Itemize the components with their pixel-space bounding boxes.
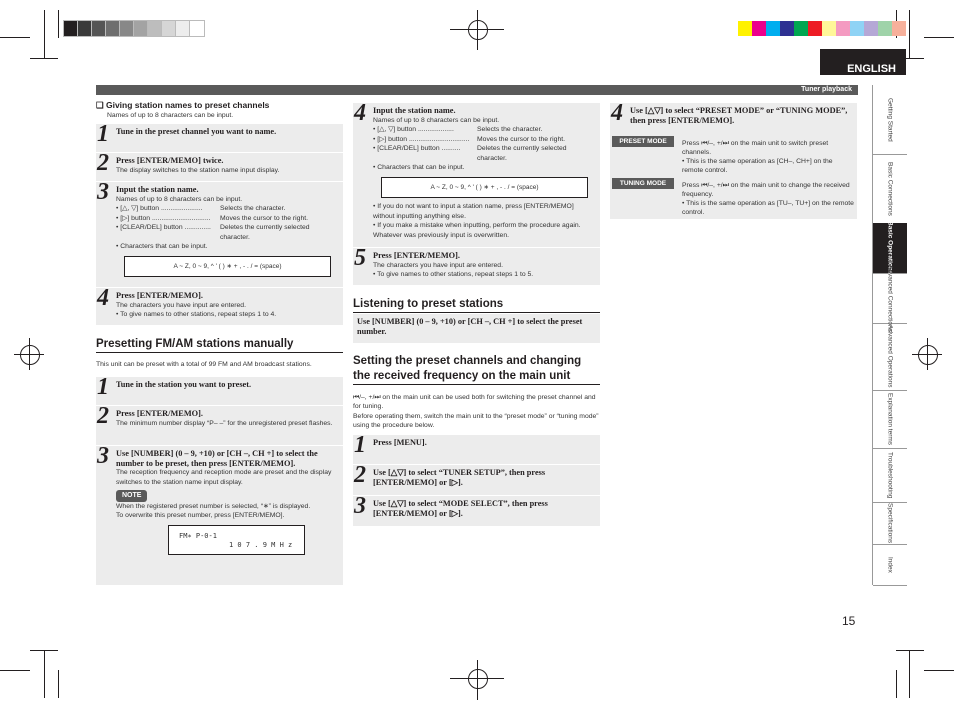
mode-step-2: 2 Use [△▽] to select “TUNER SETUP”, then press [ENTER/MEMO] or [▷]. <box>353 465 600 496</box>
gray-swatch <box>120 21 134 36</box>
character-box: A ~ Z, 0 ~ 9, ^ ' ( ) ∗ + , - . / = (space) <box>381 177 588 199</box>
step-2: 2 Press [ENTER/MEMO] twice. The display switches to the station name input display. <box>96 153 343 182</box>
listening-step: Use [NUMBER] (0 – 9, +10) or [CH –, CH +] to select the preset number. <box>353 314 600 344</box>
color-swatch <box>738 21 752 36</box>
heading-presetting: Presetting FM/AM stations manually <box>96 337 343 353</box>
preset-mode-label: PRESET MODE <box>612 136 674 147</box>
tab-explanation-terms[interactable]: Explanation terms <box>873 390 907 449</box>
tab-specifications[interactable]: Specifications <box>873 502 907 545</box>
gray-swatch <box>190 21 204 36</box>
gray-swatch <box>162 21 176 36</box>
color-swatch <box>808 21 822 36</box>
tuning-mode-label: TUNING MODE <box>612 178 674 189</box>
registration-mark <box>468 20 488 40</box>
tab-advanced-operations[interactable]: Advanced Operations <box>873 323 907 391</box>
step-4: 4 Press [ENTER/MEMO]. The characters you have input are entered. • To give names to other stations, repeat steps 1 to 4. <box>96 288 343 326</box>
registration-mark <box>20 345 40 365</box>
presetting-intro: This unit can be preset with a total of 99 FM and AM broadcast stations. <box>96 361 312 368</box>
color-swatch <box>864 21 878 36</box>
preset-step-1: 1 Tune in the station you want to preset. <box>96 377 343 406</box>
color-swatch <box>892 21 906 36</box>
registration-mark <box>918 345 938 365</box>
preset-step-2: 2 Press [ENTER/MEMO]. The minimum number display “P– –” for the unregistered preset flashes. <box>96 406 343 446</box>
tab-advanced-connections[interactable]: Advanced Connections <box>873 273 907 324</box>
color-swatch <box>850 21 864 36</box>
mode-step-3: 3 Use [△▽] to select “MODE SELECT”, then press [ENTER/MEMO] or [▷]. <box>353 496 600 527</box>
tab-index[interactable]: Index <box>873 544 907 586</box>
preset-mode-text: Press ⏮/–, +/⏭ on the main unit to switch preset channels. • This is the same operation as [CH–, CH+] on the remote control. <box>682 140 833 174</box>
side-tabs <box>872 85 907 585</box>
color-swatch <box>794 21 808 36</box>
gray-swatch <box>106 21 120 36</box>
tab-basic-operations[interactable]: Basic Operations <box>873 223 907 274</box>
note-badge: NOTE <box>116 490 147 502</box>
step-1: 1 Tune in the preset channel you want to name. <box>96 124 343 153</box>
section-heading: ❑ Giving station names to preset channels <box>96 100 270 110</box>
section-bar: Tuner playback <box>96 85 858 95</box>
tab-getting-started[interactable]: Getting Started <box>873 85 907 155</box>
color-swatch <box>822 21 836 36</box>
tab-troubleshooting[interactable]: Troubleshooting <box>873 448 907 503</box>
tab-basic-connections[interactable]: Basic Connections <box>873 154 907 224</box>
tuning-mode-text: Press ⏮/–, +/⏭ on the main unit to change the received frequency. • This is the same operation as [TU–, TU+] on the remote control. <box>682 182 854 216</box>
registration-mark <box>468 669 488 689</box>
color-swatch <box>780 21 794 36</box>
heading-setting-channels: Setting the preset channels and changing the received frequency on the main unit <box>353 354 600 385</box>
color-swatch <box>766 21 780 36</box>
mode-step-4: 4 Use [△▽] to select “PRESET MODE” or “TUNING MODE”, then press [ENTER/MEMO]. <box>610 103 857 220</box>
mode-step-1: 1 Press [MENU]. <box>353 435 600 465</box>
lcd-display: FM∗ P-0-1 1 0 7 . 9 M H z <box>168 525 305 555</box>
step-3: 3 Input the station name. Names of up to 8 characters can be input. • [△, ▽] button ...................... Selects the character. • [▷] button ............................... Moves the cursor to the right. • [CLEAR/DEL] button .............. Deletes the currently selected character. • Characters that can be input. A ~ Z, 0 ~ 9, ^ ' ( ) ∗ + , - . / = (space) <box>96 182 343 288</box>
language-label: ENGLISH <box>820 49 906 75</box>
section-intro: Names of up to 8 characters can be input. <box>107 112 234 119</box>
setting-intro-2: Before operating them, switch the main unit to the “preset mode” or “tuning mode” using the procedure below. <box>353 413 599 429</box>
setting-intro-1: ⏮/–, +/⏭ on the main unit can be used both for switching the preset channel and for tuning. <box>353 394 596 410</box>
gray-swatch <box>176 21 190 36</box>
name-step-5: 5 Press [ENTER/MEMO]. The characters you have input are entered. • To give names to other stations, repeat steps 1 to 5. <box>353 248 600 286</box>
heading-listening: Listening to preset stations <box>353 297 600 313</box>
color-swatch <box>878 21 892 36</box>
character-box: A ~ Z, 0 ~ 9, ^ ' ( ) ∗ + , - . / = (space) <box>124 256 331 278</box>
gray-swatch <box>64 21 78 36</box>
name-step-4: 4 Input the station name. Names of up to 8 characters can be input. • [△, ▽] button ................... Selects the character. • [▷] button ................................ Moves the cursor to the right. • [CLEAR/DEL] button .......... Deletes the currently selected character. • Characters that can be input. A ~ Z, 0 ~ 9, ^ ' ( ) ∗ + , - . / = (space) • If you do not want to input a station name, press [ENTER/MEMO] without inputting anything else. • If you make a mistake when inputting, perform the procedure again. Whatever was previously input is overwritten. <box>353 103 600 248</box>
gray-swatch <box>92 21 106 36</box>
preset-step-3: 3 Use [NUMBER] (0 – 9, +10) or [CH –, CH +] to select the number to be preset, then press [ENTER/MEMO]. The reception frequency and reception mode are preset and the display switches to the station name input display. NOTE When the registered preset number is selected, “∗” is displayed. To overwrite this preset number, press [ENTER/MEMO]. FM∗ P-0-1 1 0 7 . 9 M H z <box>96 446 343 586</box>
gray-swatch <box>134 21 148 36</box>
page-number: 15 <box>842 614 856 628</box>
gray-swatch <box>78 21 92 36</box>
gray-swatch <box>148 21 162 36</box>
color-swatch <box>752 21 766 36</box>
color-swatch <box>836 21 850 36</box>
